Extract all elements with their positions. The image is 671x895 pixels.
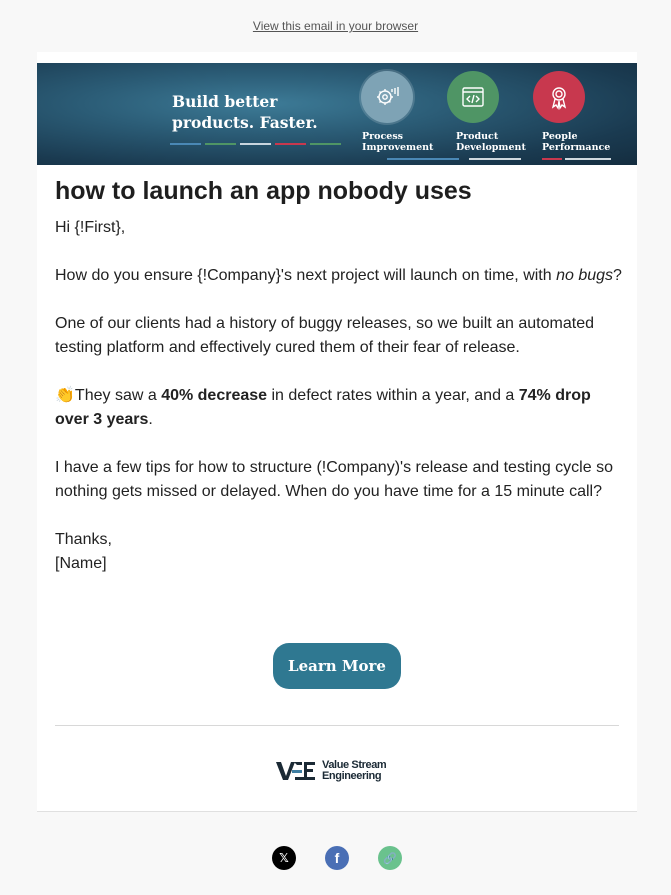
pillar-label-people: People Performance	[542, 131, 611, 153]
company-logo: Value Stream Engineering	[276, 760, 386, 782]
paragraph-2: One of our clients had a history of buggy releases, so we built an automated testing platform and effectively cured them of their fear of release.	[55, 315, 594, 356]
greeting: Hi {!First},	[55, 219, 126, 236]
pillar-underline	[565, 158, 611, 160]
paragraph-1: How do you ensure {!Company}'s next project will launch on time, with no bugs?	[55, 267, 622, 284]
x-icon[interactable]: 𝕏	[272, 846, 296, 870]
clapping-hands-icon: 👏	[55, 387, 75, 404]
pillar-label-product: Product Development	[456, 131, 526, 153]
email-body	[55, 176, 625, 576]
learn-more-button[interactable]: Learn More	[273, 643, 401, 689]
pillar-underline	[387, 158, 459, 160]
pillar-underline	[542, 158, 562, 160]
header-banner	[37, 63, 637, 165]
award-ribbon-icon	[533, 71, 585, 123]
email-card	[37, 52, 637, 812]
view-in-browser-link[interactable]: View this email in your browser	[252, 19, 419, 33]
email-title: how to launch an app nobody uses	[55, 177, 472, 205]
sender-name: [Name]	[55, 555, 107, 572]
gear-chart-icon	[361, 71, 413, 123]
signoff: Thanks,	[55, 531, 112, 548]
facebook-icon[interactable]: f	[325, 846, 349, 870]
paragraph-3: 👏They saw a 40% decrease in defect rates within a year, and a 74% drop over 3 years.	[55, 387, 591, 428]
link-icon[interactable]: 🔗	[378, 846, 402, 870]
pillar-underline	[469, 158, 521, 160]
divider	[55, 725, 619, 726]
banner-stripes	[170, 143, 341, 145]
vse-logo-icon	[276, 760, 316, 782]
banner-tagline: Build better products. Faster.	[172, 92, 318, 132]
code-window-icon	[447, 71, 499, 123]
pillar-label-process: Process Improvement	[362, 131, 434, 153]
paragraph-4: I have a few tips for how to structure (!Company)'s release and testing cycle so nothing gets missed or delayed. When do you have time for a 15 minute call?	[55, 459, 613, 500]
